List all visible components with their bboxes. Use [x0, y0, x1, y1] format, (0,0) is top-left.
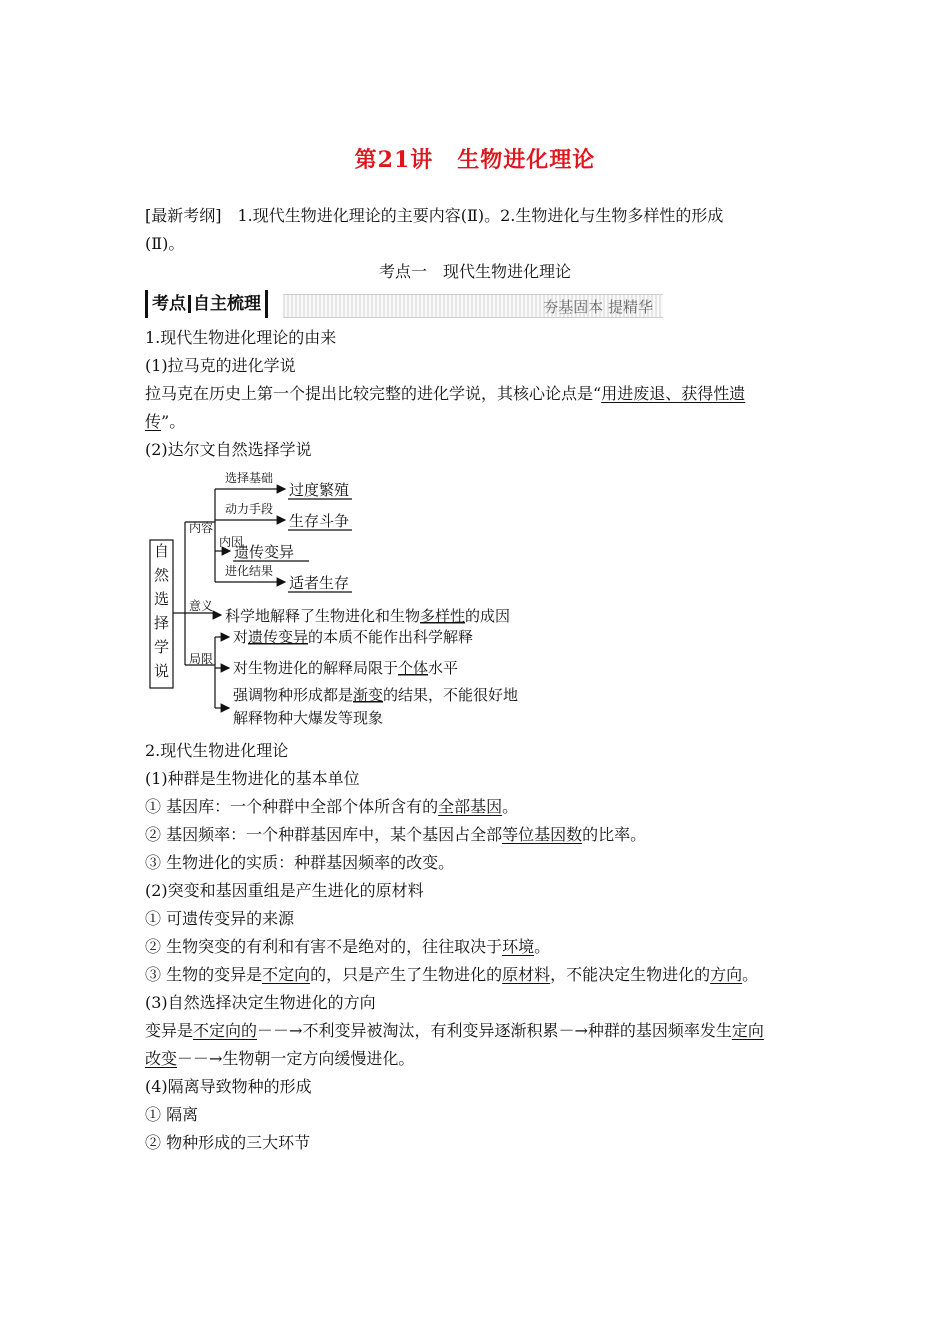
- c4-label: 进化结果: [225, 564, 274, 578]
- text: －－→不利变异被淘汰，有利变异逐渐积累－→种群的基因频率发生: [257, 1021, 732, 1040]
- lecture-topic: 生物进化理论: [457, 147, 596, 173]
- text: ① 基因库：一个种群中全部个体所含有的: [145, 797, 439, 816]
- p2-s3-body-line1: [145, 1021, 764, 1041]
- section-banner: [145, 290, 653, 318]
- limit-3-text: 强调物种形成都是渐变的结果，不能很好地: [233, 686, 519, 704]
- c1-value: 过度繁殖: [289, 481, 350, 499]
- banner-tag-1: 考点: [152, 294, 186, 314]
- underlined-answer: 改变: [145, 1049, 178, 1068]
- underlined-answer: 原材料: [502, 965, 551, 984]
- page-title: [0, 143, 950, 174]
- p2-s1: (1)种群是生物进化的基本单位: [145, 769, 360, 788]
- text: 变异是: [145, 1021, 194, 1040]
- meaning-label: 意义: [189, 599, 214, 613]
- p2-s3-body-line2: [145, 1049, 414, 1069]
- underlined-answer: 不定向: [262, 965, 311, 984]
- text: 的比率。: [582, 825, 647, 844]
- root-char: 选: [154, 590, 170, 608]
- root-char: 自: [154, 542, 170, 560]
- text: 拉马克在历史上第一个提出比较完整的进化学说，其核心论点是“: [145, 384, 602, 403]
- underlined-answer: 全部基因: [438, 797, 503, 816]
- c3-value: 遗传变异: [234, 543, 295, 561]
- underlined-answer: 传: [145, 412, 162, 431]
- text: ，不能决定生物进化的: [550, 965, 711, 984]
- c1-label: 选择基础: [225, 471, 274, 485]
- banner-tag-2: 自主梳理: [193, 294, 261, 314]
- banner-slogan: 夯基固本 提精华: [543, 298, 653, 316]
- text: 的，只是产生了生物进化的: [310, 965, 503, 984]
- p1-body-line1: [145, 384, 745, 404]
- p2-s1-item3: ③ 生物进化的实质：种群基因频率的改变。: [145, 853, 455, 872]
- p2-s1-item2: [145, 825, 646, 845]
- p2-s4: (4)隔离导致物种的形成: [145, 1077, 312, 1096]
- underlined-answer: 用进废退、获得性遗: [601, 384, 746, 403]
- root-char: 说: [154, 662, 170, 680]
- text: －－→生物朝一定方向缓慢进化。: [177, 1049, 415, 1068]
- underlined-answer: 不定向的: [193, 1021, 258, 1040]
- p2-s3: (3)自然选择决定生物进化的方向: [145, 993, 376, 1012]
- banner-tag: [145, 290, 268, 318]
- underlined-answer: 方向: [710, 965, 743, 984]
- lecture-number: 第21讲: [354, 147, 434, 173]
- c4-value: 适者生存: [289, 574, 350, 592]
- text: ② 基因频率：一个种群基因库中，某个基因占全部: [145, 825, 503, 844]
- p1-body-line2: [145, 412, 185, 432]
- underlined-answer: 等位基因数: [502, 825, 583, 844]
- syllabus-line-2: (Ⅱ)。: [145, 234, 185, 253]
- text: ③ 生物的变异是: [145, 965, 263, 984]
- p2-s1-item1: [145, 797, 518, 817]
- limit-3-text-cont: 解释物种大爆发等现象: [233, 709, 384, 727]
- p2-s4-item2: ② 物种形成的三大环节: [145, 1133, 311, 1152]
- limit-label: 局限: [189, 652, 214, 666]
- root-char: 然: [154, 566, 170, 584]
- text: ”。: [161, 412, 186, 431]
- p2-heading: 2.现代生物进化理论: [145, 741, 289, 760]
- p2-s2: (2)突变和基因重组是产生进化的原材料: [145, 881, 424, 900]
- p2-s2-item3: [145, 965, 758, 985]
- c2-label: 动力手段: [225, 502, 274, 516]
- p2-s2-item2: [145, 937, 550, 957]
- p1-sub2: (2)达尔文自然选择学说: [145, 440, 312, 459]
- section-heading: 考点一 现代生物进化理论: [378, 262, 571, 281]
- root-char: 择: [154, 614, 170, 632]
- p2-s2-item1: ① 可遗传变异的来源: [145, 909, 295, 928]
- p1-sub1: (1)拉马克的进化学说: [145, 356, 296, 375]
- c2-value: 生存斗争: [289, 512, 350, 530]
- root-char: 学: [154, 638, 170, 656]
- content-label: 内容: [189, 521, 214, 535]
- text: 。: [742, 965, 759, 984]
- meaning-text: 科学地解释了生物进化和生物多样性的成因: [225, 607, 511, 625]
- p2-s4-item1: ① 隔离: [145, 1105, 199, 1124]
- underlined-answer: 环境: [502, 937, 535, 956]
- syllabus-line-1: [最新考纲] 1.现代生物进化理论的主要内容(Ⅱ)。2.生物进化与生物多样性的形成: [145, 206, 724, 225]
- text: 。: [502, 797, 519, 816]
- natural-selection-diagram: [145, 465, 545, 730]
- limit-1-text: 对遗传变异的本质不能作出科学解释: [233, 628, 474, 646]
- text: 。: [534, 937, 551, 956]
- underlined-answer: 定向: [731, 1021, 764, 1040]
- c3-label: 内因: [219, 535, 244, 549]
- banner-strip: [283, 294, 663, 318]
- text: ② 生物突变的有利和有害不是绝对的，往往取决于: [145, 937, 503, 956]
- limit-2-text: 对生物进化的解释局限于个体水平: [233, 659, 459, 677]
- p1-heading: 1.现代生物进化理论的由来: [145, 328, 337, 347]
